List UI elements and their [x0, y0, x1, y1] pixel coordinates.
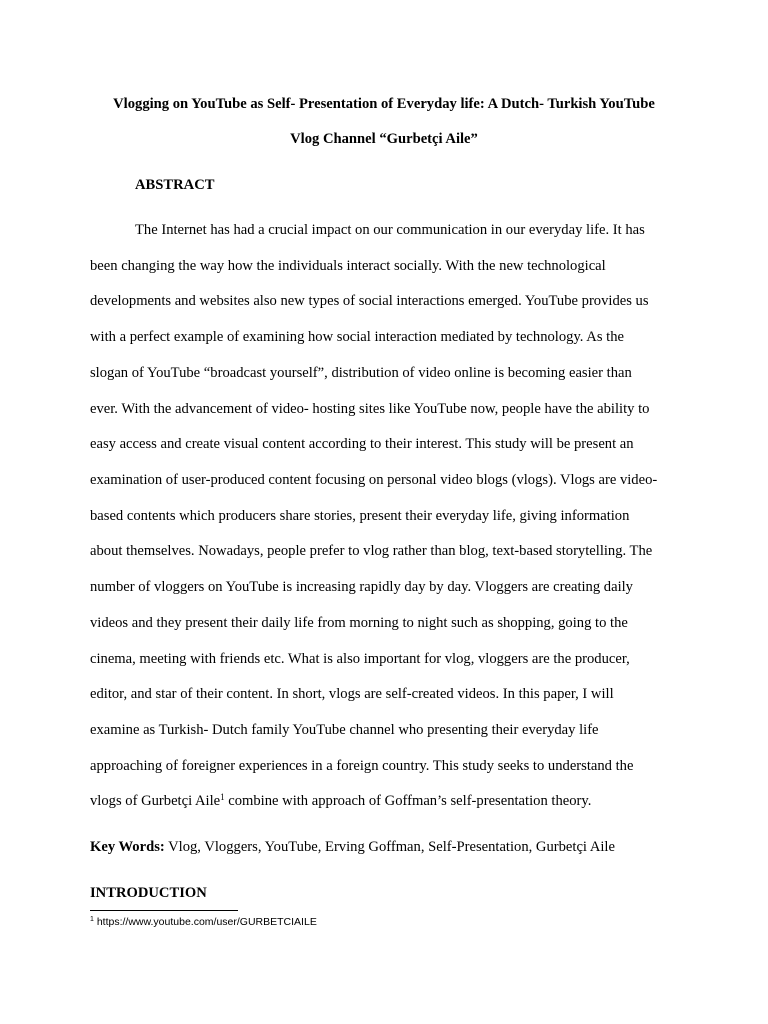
abstract-line: approaching of foreigner experiences in a foreign country. This study seeks to understand the: [90, 758, 634, 774]
paper-title-line-1: Vlogging on YouTube as Self- Presentation of Everyday life: A Dutch- Turkish YouTube: [113, 96, 655, 112]
paper-title-line-2: Vlog Channel “Gurbetçi Aile”: [290, 131, 478, 147]
footnote-reference[interactable]: 1: [220, 792, 225, 802]
abstract-line: videos and they present their daily life from morning to night such as shopping, going to the: [90, 615, 628, 631]
footnote: [90, 914, 317, 930]
abstract-line: ever. With the advancement of video- hosting sites like YouTube now, people have the ability to: [90, 401, 650, 417]
footnote-separator: [90, 910, 238, 911]
abstract-line: examination of user-produced content focusing on personal video blogs (vlogs). Vlogs are video-: [90, 472, 658, 488]
introduction-heading: INTRODUCTION: [90, 885, 207, 901]
abstract-line: based contents which producers share stories, present their everyday life, giving information: [90, 508, 630, 524]
keywords-label: Key Words:: [90, 839, 165, 855]
abstract-last-line: [90, 791, 591, 811]
abstract-line: developments and websites also new types of social interactions emerged. YouTube provides us: [90, 293, 649, 309]
footnote-url[interactable]: https://www.youtube.com/user/GURBETCIAILE: [93, 916, 317, 928]
abstract-line: slogan of YouTube “broadcast yourself”, distribution of video online is becoming easier than: [90, 365, 632, 381]
abstract-line: with a perfect example of examining how social interaction mediated by technology. As the: [90, 329, 624, 345]
keywords-text: Vlog, Vloggers, YouTube, Erving Goffman, Self-Presentation, Gurbetçi Aile: [164, 839, 615, 855]
abstract-last-line-start: vlogs of Gurbetçi Aile: [90, 793, 221, 809]
abstract-line: editor, and star of their content. In short, vlogs are self-created videos. In this paper, I will: [90, 686, 614, 702]
abstract-line: examine as Turkish- Dutch family YouTube channel who presenting their everyday life: [90, 722, 599, 738]
abstract-line: cinema, meeting with friends etc. What is also important for vlog, vloggers are the producer,: [90, 651, 630, 667]
abstract-line: The Internet has had a crucial impact on our communication in our everyday life. It has: [135, 222, 645, 238]
abstract-line: been changing the way how the individuals interact socially. With the new technological: [90, 258, 606, 274]
abstract-last-line-end: combine with approach of Goffman’s self-presentation theory.: [224, 793, 592, 809]
abstract-heading: ABSTRACT: [135, 177, 215, 193]
footnote-marker: 1: [90, 916, 94, 923]
abstract-line: about themselves. Nowadays, people prefer to vlog rather than blog, text-based storytelling. The: [90, 543, 653, 559]
keywords-line: [90, 837, 615, 857]
abstract-line: number of vloggers on YouTube is increasing rapidly day by day. Vloggers are creating daily: [90, 579, 633, 595]
abstract-line: easy access and create visual content according to their interest. This study will be present an: [90, 436, 634, 452]
